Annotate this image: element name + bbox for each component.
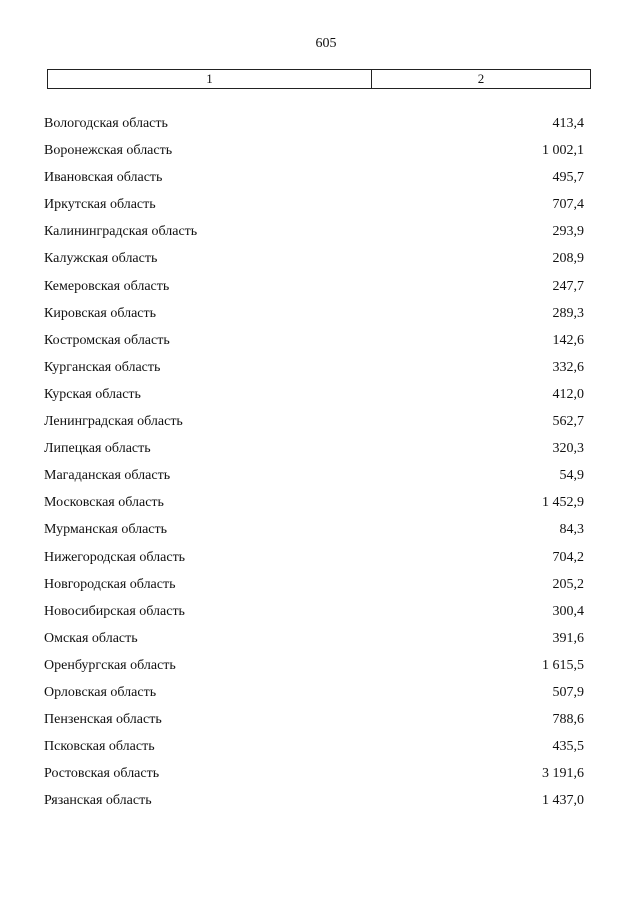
table-row <box>44 331 584 358</box>
region-name: Воронежская область <box>44 143 173 159</box>
region-value: 293,9 <box>552 224 584 240</box>
table-row <box>44 629 584 656</box>
region-name: Омская область <box>44 630 138 646</box>
region-value: 391,6 <box>552 630 584 646</box>
table-row <box>44 222 584 249</box>
region-value: 84,3 <box>559 522 584 538</box>
region-name: Кемеровская область <box>44 278 170 294</box>
region-name: Курская область <box>44 386 141 402</box>
region-name: Рязанская область <box>44 793 152 809</box>
region-name: Оренбургская область <box>44 657 176 673</box>
region-name: Костромская область <box>44 332 170 348</box>
region-value: 320,3 <box>552 441 584 457</box>
region-name: Пензенская область <box>44 712 162 728</box>
table-row <box>44 683 584 710</box>
region-name: Новгородская область <box>44 576 176 592</box>
table-row <box>44 412 584 439</box>
table-row <box>44 277 584 304</box>
table-body <box>44 114 584 818</box>
table-row <box>44 358 584 385</box>
region-name: Московская область <box>44 495 164 511</box>
table-row <box>44 249 584 276</box>
region-value: 1 615,5 <box>542 657 584 673</box>
table-row <box>44 548 584 575</box>
region-value: 495,7 <box>552 170 584 186</box>
region-value: 704,2 <box>552 549 584 565</box>
table-row <box>44 304 584 331</box>
region-value: 54,9 <box>559 468 584 484</box>
region-name: Калининградская область <box>44 224 198 240</box>
region-name: Новосибирская область <box>44 603 185 619</box>
region-value: 1 002,1 <box>542 143 584 159</box>
region-name: Ленинградская область <box>44 414 183 430</box>
region-name: Кировская область <box>44 305 157 321</box>
table-row <box>44 656 584 683</box>
table-row <box>44 168 584 195</box>
region-name: Калужская область <box>44 251 158 267</box>
table-row <box>44 385 584 412</box>
region-name: Иркутская область <box>44 197 156 213</box>
region-name: Вологодская область <box>44 116 168 131</box>
region-value: 247,7 <box>552 278 584 294</box>
table-row <box>44 710 584 737</box>
region-value: 332,6 <box>552 359 584 375</box>
table-header <box>47 69 591 89</box>
region-value: 205,2 <box>552 576 584 592</box>
table-row <box>44 114 584 141</box>
region-value: 1 452,9 <box>542 495 584 511</box>
region-name: Орловская область <box>44 684 157 700</box>
table-row <box>44 602 584 629</box>
region-name: Липецкая область <box>44 441 151 457</box>
table-row <box>44 141 584 168</box>
table-row <box>44 764 584 791</box>
region-value: 208,9 <box>552 251 584 267</box>
region-name: Псковская область <box>44 739 155 755</box>
region-name: Мурманская область <box>44 522 168 538</box>
region-value: 413,4 <box>552 116 584 131</box>
table-row <box>44 493 584 520</box>
table-row <box>44 439 584 466</box>
region-value: 412,0 <box>552 386 584 402</box>
table-row <box>44 737 584 764</box>
table-row <box>44 195 584 222</box>
region-value: 788,6 <box>552 712 584 728</box>
region-value: 1 437,0 <box>542 793 584 809</box>
region-value: 707,4 <box>552 197 584 213</box>
region-value: 435,5 <box>552 739 584 755</box>
region-value: 562,7 <box>552 414 584 430</box>
region-value: 3 191,6 <box>542 766 584 782</box>
region-name: Нижегородская область <box>44 549 186 565</box>
table-row <box>44 575 584 602</box>
region-value: 300,4 <box>552 603 584 619</box>
region-value: 507,9 <box>552 684 584 700</box>
column-2-header: 2 <box>477 71 485 86</box>
region-name: Магаданская область <box>44 468 171 484</box>
region-name: Ростовская область <box>44 766 160 782</box>
region-value: 142,6 <box>552 332 584 348</box>
region-name: Курганская область <box>44 359 161 375</box>
table-row <box>44 520 584 547</box>
page-number: 605 <box>315 36 337 51</box>
table-row <box>44 791 584 818</box>
region-value: 289,3 <box>552 305 584 321</box>
table-row <box>44 466 584 493</box>
column-1-header: 1 <box>48 70 372 88</box>
region-name: Ивановская область <box>44 170 163 186</box>
